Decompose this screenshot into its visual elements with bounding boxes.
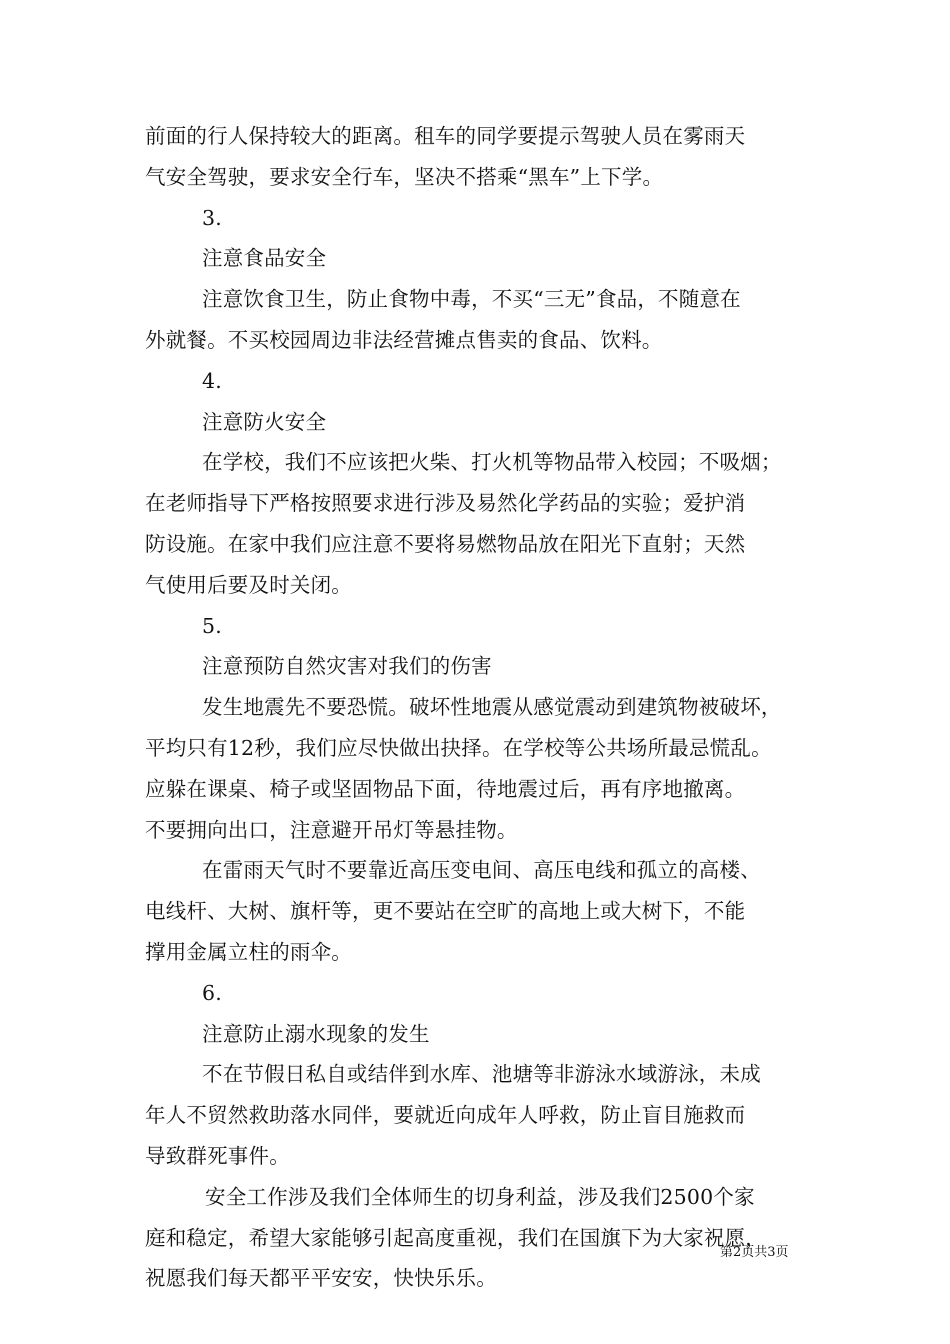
section-number: 4. (202, 368, 222, 393)
page-number: 第2页共3页 (720, 1245, 789, 1260)
section-number: 5. (202, 613, 222, 638)
text-line: 前面的行人保持较大的距离。租车的同学要提示驾驶人员在雾雨天 (145, 124, 746, 148)
text-line: 在学校，我们不应该把火柴、打火机等物品带入校园；不吸烟； (202, 450, 782, 475)
text-line: 发生地震先不要恐慌。破坏性地震从感觉震动到建筑物被破坏， (202, 695, 782, 720)
text-line: 注意饮食卫生，防止食物中毒，不买“三无”食品，不随意在 (202, 287, 741, 312)
section-number: 3. (202, 205, 222, 230)
section-heading: 注意防止溺水现象的发生 (202, 1021, 430, 1046)
text-line: 气使用后要及时关闭。 (145, 572, 352, 597)
text-line: 电线杆、大树、旗杆等，更不要站在空旷的高地上或大树下，不能 (145, 899, 746, 924)
text-line: 不要拥向出口，注意避开吊灯等悬挂物。 (145, 817, 518, 842)
document-body (145, 116, 810, 1299)
text-line: 在雷雨天气时不要靠近高压变电间、高压电线和孤立的高楼、 (202, 858, 761, 883)
section-heading: 注意食品安全 (202, 246, 327, 271)
text-line: 年人不贸然救助落水同伴，要就近向成年人呼救，防止盲目施救而 (145, 1103, 746, 1128)
text-line: 不在节假日私自或结伴到水库、池塘等非游泳水域游泳，未成 (202, 1062, 761, 1087)
text-line: 平均只有12秒，我们应尽快做出抉择。在学校等公共场所最忌慌乱。 (145, 735, 772, 760)
text-line: 外就餐。不买校园周边非法经营摊点售卖的食品、饮料。 (145, 327, 663, 352)
text-line: 导致群死事件。 (145, 1143, 290, 1168)
text-line: 气安全驾驶，要求安全行车，坚决不搭乘“黑车”上下学。 (145, 164, 664, 189)
text-line: 在老师指导下严格按照要求进行涉及易然化学药品的实验；爱护消 (145, 491, 746, 516)
text-line: 防设施。在家中我们应注意不要将易燃物品放在阳光下直射；天然 (145, 531, 746, 556)
section-number: 6. (202, 980, 222, 1005)
text-line: 撑用金属立柱的雨伞。 (145, 939, 352, 964)
text-line: 祝愿我们每天都平平安安，快快乐乐。 (145, 1266, 497, 1291)
section-heading: 注意预防自然灾害对我们的伤害 (202, 654, 492, 679)
section-heading: 注意防火安全 (202, 409, 327, 434)
text-line: 安全工作涉及我们全体师生的切身利益，涉及我们2500个家 (205, 1184, 755, 1209)
text-line: 应躲在课桌、椅子或坚固物品下面，待地震过后，再有序地撤离。 (145, 776, 746, 801)
text-line: 庭和稳定，希望大家能够引起高度重视，我们在国旗下为大家祝愿， (145, 1225, 766, 1250)
